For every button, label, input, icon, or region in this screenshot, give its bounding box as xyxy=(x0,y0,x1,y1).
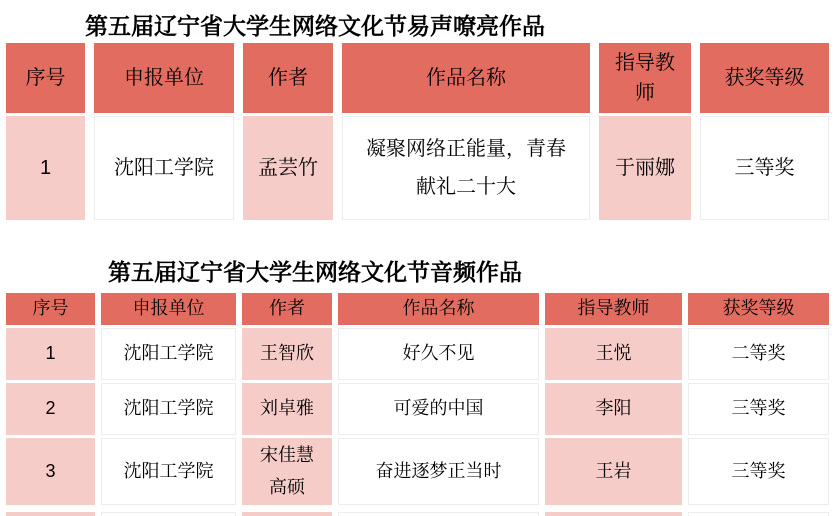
table2-row1-award: 二等奖 xyxy=(688,328,829,380)
table2-row3-author: 宋佳慧高硕 xyxy=(242,438,332,505)
table1-title: 第五届辽宁省大学生网络文化节易声嘹亮作品 xyxy=(85,13,545,39)
table1-row1-unit: 沈阳工学院 xyxy=(94,116,234,220)
table2-header-author: 作者 xyxy=(242,293,332,325)
table2-row3-award: 三等奖 xyxy=(688,438,829,505)
table2-row1-unit: 沈阳工学院 xyxy=(101,328,236,380)
table2-row1-work: 好久不见 xyxy=(338,328,539,380)
table2-header-advisor: 指导教师 xyxy=(545,293,682,325)
sliver-seg xyxy=(338,512,539,516)
table2-row3-advisor: 王岩 xyxy=(545,438,682,505)
table1-awards-table xyxy=(6,43,829,220)
table1-row1-advisor: 于丽娜 xyxy=(599,116,691,220)
sliver-seg xyxy=(688,512,829,516)
table1-header-author: 作者 xyxy=(243,43,333,113)
table2-row1-advisor: 王悦 xyxy=(545,328,682,380)
table2-title: 第五届辽宁省大学生网络文化节音频作品 xyxy=(108,259,522,285)
table2-row2-unit: 沈阳工学院 xyxy=(101,383,236,435)
table2-header-work: 作品名称 xyxy=(338,293,539,325)
sliver-seg xyxy=(101,512,236,516)
table1-row1-award: 三等奖 xyxy=(700,116,829,220)
table2-header-seq: 序号 xyxy=(6,293,95,325)
table2-row3-unit: 沈阳工学院 xyxy=(101,438,236,505)
table2-row3-work: 奋进逐梦正当时 xyxy=(338,438,539,505)
table2-row3-seq: 3 xyxy=(6,438,95,505)
table2-row1-author: 王智欣 xyxy=(242,328,332,380)
next-row-sliver xyxy=(6,512,829,516)
table1-header-work: 作品名称 xyxy=(342,43,590,113)
sliver-seg xyxy=(242,512,332,516)
table2-awards-table xyxy=(6,293,829,505)
sliver-seg xyxy=(545,512,682,516)
table2-row2-advisor: 李阳 xyxy=(545,383,682,435)
table2-row2-award: 三等奖 xyxy=(688,383,829,435)
table2-row2-seq: 2 xyxy=(6,383,95,435)
table1-header-seq: 序号 xyxy=(6,43,85,113)
sliver-seg xyxy=(6,512,95,516)
table2-row2-work: 可爱的中国 xyxy=(338,383,539,435)
table2-row1-seq: 1 xyxy=(6,328,95,380)
table1-row1-seq: 1 xyxy=(6,116,85,220)
table2-header-award: 获奖等级 xyxy=(688,293,829,325)
table2-row2-author: 刘卓雅 xyxy=(242,383,332,435)
table2-header-unit: 申报单位 xyxy=(101,293,236,325)
table1-row1-author: 孟芸竹 xyxy=(243,116,333,220)
table1-header-advisor: 指导教师 xyxy=(599,43,691,113)
table1-header-award: 获奖等级 xyxy=(700,43,829,113)
table1-header-unit: 申报单位 xyxy=(94,43,234,113)
table1-row1-work: 凝聚网络正能量，青春献礼二十大 xyxy=(342,116,590,220)
